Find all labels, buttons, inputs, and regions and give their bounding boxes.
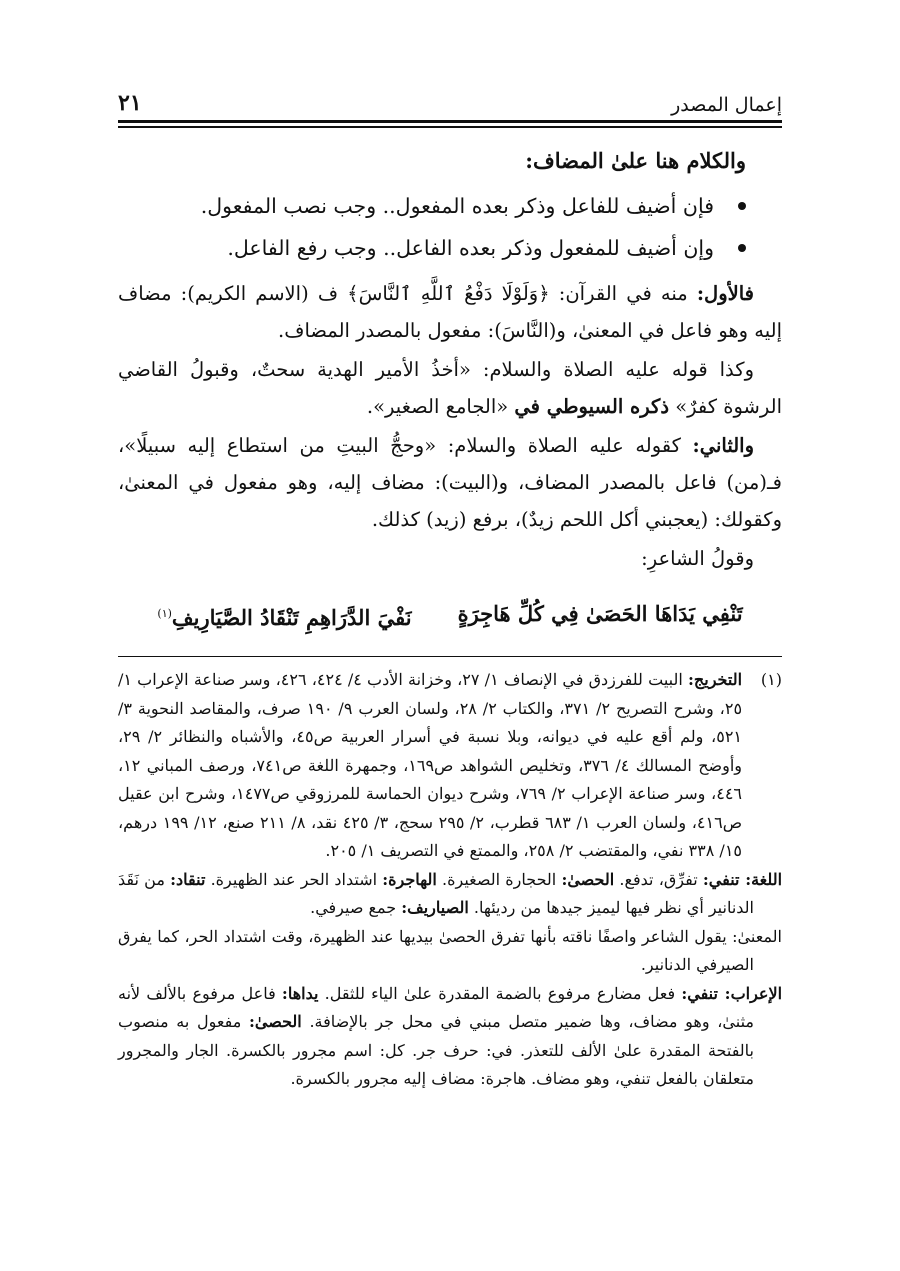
footnote-separator <box>118 656 782 657</box>
poetry-verse <box>118 595 782 636</box>
gloss-definition: جمع صيرفي. <box>310 898 402 917</box>
footnote-lugha <box>118 866 782 923</box>
gloss-term: الصياريف: <box>401 898 469 917</box>
parse-term: الحصىٰ: <box>248 1012 302 1031</box>
bullet-icon <box>738 244 746 252</box>
page-number: ٢١ <box>118 90 142 116</box>
parse-term: يداها: <box>281 983 319 1003</box>
footnote-text: يقول الشاعر واصفًا ناقته بأنها تفرق الحصىٰ بيديها عند الظهيرة، وقت اشتداد الحر، كما يفرق الصيرفي الدنانير. <box>118 926 754 974</box>
footnote-label: التخريج: <box>688 670 743 689</box>
paragraph-text: منه في القرآن: ﴿وَلَوْلَا دَفْعُ ٱللَّهِ ٱلنَّاسَ﴾ ف (الاسم الكريم): مضاف إليه وهو فاعل في المعنىٰ، و(النَّاسَ): مفعول بالمصدر المضاف. <box>118 282 782 342</box>
paragraph-hadith <box>118 351 782 425</box>
footnote-irab <box>118 980 782 1094</box>
paragraph-first <box>118 275 782 349</box>
paragraph-second <box>118 427 782 538</box>
verse-hemistich-text: نَفْيَ الدَّرَاهِمِ تَنْقَادُ الصَّيَارِيفِ <box>171 605 412 630</box>
main-text <box>118 142 782 636</box>
page-header <box>118 86 782 116</box>
gloss-definition: اشتداد الحر عند الظهيرة. <box>205 869 383 889</box>
footnote-maana <box>118 923 782 980</box>
paragraph-label: فالأول: <box>696 282 754 305</box>
parse-term: تنفي: <box>681 983 725 1003</box>
footnote-marker: (١) <box>760 670 782 689</box>
source-title: «الجامع الصغير». <box>366 395 515 418</box>
parse-definition: فعل مضارع مرفوع بالضمة المقدرة علىٰ الياء للثقل. <box>318 983 682 1003</box>
paragraph-label: والثاني: <box>692 434 754 457</box>
gloss-term: الحصىٰ: <box>561 869 615 889</box>
footnote-ref[interactable]: (١) <box>157 607 172 620</box>
footnote-takhrij <box>118 666 782 866</box>
gloss-term: الهاجرة: <box>382 869 437 889</box>
gloss-term: تنفي: <box>702 869 746 889</box>
gloss-term: تنقاد: <box>170 869 206 889</box>
list-item <box>118 227 746 269</box>
verse-hemistich-second <box>157 595 411 636</box>
verse-hemistich-first: تَنْفِي يَدَاهَا الحَصَىٰ فِي كُلِّ هَاجِرَةٍ <box>457 601 743 626</box>
poet-intro: وقولُ الشاعرِ: <box>641 547 754 570</box>
footnotes <box>118 666 782 1094</box>
section-heading: والكلام هنا علىٰ المضاف: <box>525 148 746 173</box>
list-item-text: وإن أضيف للمفعول وذكر بعده الفاعل.. وجب رفع الفاعل. <box>227 236 714 260</box>
header-rule-thin <box>118 126 782 128</box>
list-item-text: فإن أضيف للفاعل وذكر بعده المفعول.. وجب نصب المفعول. <box>200 194 714 218</box>
header-rule-thick <box>118 120 782 123</box>
gloss-definition: تفرِّق، تدفع. <box>614 869 703 889</box>
footnote-label: المعنىٰ: <box>732 926 782 946</box>
footnote-label: الإعراب: <box>724 983 783 1003</box>
footnote-text: البيت للفرزدق في الإنصاف ١/ ٢٧، وخزانة الأدب ٤/ ٤٢٤، ٤٢٦، وسر صناعة الإعراب ١/ ٢٥، وشرح التصريح ٢/ ٣٧١، والكتاب ٢/ ٢٨، ولسان العرب ٩/ ١٩٠ صرف، والمقاصد النحوية ٣/ ٥٢١، ولم أقع عليه في ديوانه، وبلا نسبة في أسرار العربية ص٤٥، والأشباه والنظائر ٢/ ٢٩، وأوضح المسالك ٤/ ٣٧٦، وتخليص الشواهد ص١٦٩، وجمهرة اللغة ص٧٤١، ورصف المباني ١٢، ٤٤٦، وسر صناعة الإعراب ٢/ ٧٦٩، وشرح ديوان الحماسة للمرزوقي ص١٤٧٧، وشرح ابن عقيل ص٤١٦، ولسان العرب ١/ ٦٨٣ قطرب، ٢/ ٢٩٥ سحج، ٣/ ٤٢٥ نقد، ٨/ ٢١١ صنع، ١٢/ ١٩٩ درهم، ١٥/ ٣٣٨ نفي، والمقتضب ٢/ ٢٥٨، والممتع في التصريف ١/ ٢٠٥. <box>118 670 743 860</box>
gloss-definition: من نَقَدَ الدنانير أي نظر فيها ليميز جيدها من رديئها. <box>118 869 754 917</box>
paragraph-text: كقوله عليه الصلاة والسلام: «وحجُّ البيتِ من استطاع إليه سبيلًا»، فـ(من) فاعل بالمصدر المضاف، و(البيت): مضاف إليه، وهو مفعول في المعنىٰ، وكقولك: (يعجبني أكل اللحم زيدٌ)، برفع (زيد) كذلك. <box>118 434 782 531</box>
rules-list <box>118 185 782 269</box>
source-reference: ذكره السيوطي في <box>514 395 670 418</box>
footnote-label: اللغة: <box>745 869 783 889</box>
gloss-definition: الحجارة الصغيرة. <box>436 869 562 889</box>
list-item <box>118 185 746 227</box>
parse-definition: مفعول به منصوب بالفتحة المقدرة علىٰ الألف للتعذر. في: حرف جر. كل: اسم مجرور بالكسرة. الجار والمجرور متعلقان بالفعل تنفي، وهو مضاف. هاجرة: مضاف إليه مجرور بالكسرة. <box>118 1012 754 1088</box>
running-title: إعمال المصدر <box>671 94 782 116</box>
bullet-icon <box>738 202 746 210</box>
paragraph-text: وكذا قوله عليه الصلاة والسلام: «أخذُ الأمير الهدية سحتٌ، وقبولُ القاضي الرشوة كفرٌ» <box>118 358 782 418</box>
parse-definition: فاعل مرفوع بالألف لأنه مثنىٰ، وهو مضاف، وها ضمير متصل مبني في محل جر بالإضافة. <box>118 983 754 1031</box>
